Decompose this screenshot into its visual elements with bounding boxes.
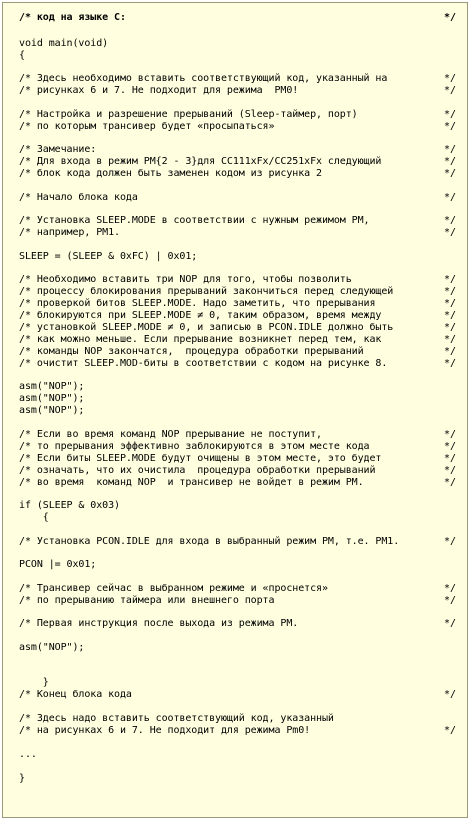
code-header-end: */	[444, 12, 457, 23]
code-line: /* Замечание:	[19, 144, 97, 155]
code-line: }	[19, 773, 25, 784]
comment-end: */	[444, 477, 457, 488]
code-line: /* процессу блокирования прерываний закончиться перед следующей	[19, 286, 394, 297]
code-line: /* установкой SLEEP.MODE ≠ 0, и записью в PCON.IDLE должно быть	[19, 322, 394, 333]
code-line: /* означать, что их очистила процедура обработки прерываний	[19, 465, 376, 476]
comment-end: */	[444, 215, 457, 226]
code-line: /* очистит SLEEP.MOD-биты в соответствии с кодом на рисунке 8.	[19, 358, 388, 369]
comment-end: */	[444, 156, 457, 167]
code-line: ...	[19, 749, 37, 760]
code-line: /* например, PM1.	[19, 227, 120, 238]
code-line: /* Настройка и разрешение прерываний (Sleep-таймер, порт)	[19, 109, 358, 120]
code-line: }	[19, 677, 49, 688]
code-line: /* блок кода должен быть заменен кодом из рисунка 2	[19, 168, 322, 179]
code-line: /* Необходимо вставить три NOP для того, чтобы позволить	[19, 274, 352, 285]
code-header-title: /* код на языке C:	[19, 12, 126, 23]
comment-end: */	[444, 109, 457, 120]
code-line: /* Установка SLEEP.MODE в соответствии с нужным режимом PM,	[19, 215, 370, 226]
comment-end: */	[444, 725, 457, 736]
code-line: {	[19, 50, 25, 61]
comment-end: */	[444, 274, 457, 285]
comment-end: */	[444, 85, 457, 96]
code-line: /* как можно меньше. Если прерывание возникнет перед тем, как	[19, 334, 382, 345]
comment-end: */	[444, 453, 457, 464]
code-line: {	[19, 512, 49, 523]
code-line: /* Начало блока кода	[19, 192, 138, 203]
comment-end: */	[444, 429, 457, 440]
comment-end: */	[444, 536, 457, 547]
comment-end: */	[444, 144, 457, 155]
comment-end: */	[444, 465, 457, 476]
comment-end: */	[444, 310, 457, 321]
code-line: /* то прерывания эффективно заблокируются в этом месте кода	[19, 441, 370, 452]
comment-end: */	[444, 298, 457, 309]
code-line: /* Для входа в режим PM{2 - 3}для CC111xFx/CC251xFx следующий	[19, 156, 382, 167]
comment-end: */	[444, 595, 457, 606]
code-line: void main(void)	[19, 38, 109, 49]
comment-end: */	[444, 441, 457, 452]
code-line: /* команды NOP закончатся, процедура обработки прерываний	[19, 346, 364, 357]
comment-end: */	[444, 192, 457, 203]
comment-end: */	[444, 73, 457, 84]
code-line: /* по прерыванию таймера или внешнего порта	[19, 595, 275, 606]
code-line: asm("NOP");	[19, 642, 85, 653]
code-line: SLEEP = (SLEEP & 0xFC) | 0x01;	[19, 251, 198, 262]
comment-end: */	[444, 322, 457, 333]
code-line: /* на рисунках 6 и 7. Не подходит для режима Pm0!	[19, 725, 311, 736]
code-line: /* проверкой битов SLEEP.MODE. Надо заметить, что прерывания	[19, 298, 376, 309]
comment-end: */	[444, 286, 457, 297]
code-line: /* Установка PCON.IDLE для входа в выбранный режим PM, т.е. PM1.	[19, 536, 400, 547]
code-line: /* по которым трансивер будет «просыпаться»	[19, 121, 275, 132]
code-line: /* во время команд NOP и трансивер не войдет в режим PM.	[19, 477, 364, 488]
comment-end: */	[444, 168, 457, 179]
code-line: asm("NOP");	[19, 381, 85, 392]
comment-end: */	[444, 689, 457, 700]
code-line: /* Первая инструкция после выхода из режима PM.	[19, 618, 299, 629]
comment-end: */	[444, 618, 457, 629]
code-line: /* Если биты SLEEP.MODE будут очищены в этом месте, это будет	[19, 453, 382, 464]
code-line: /* Здесь надо вставить соответствующий код, указанный	[19, 713, 334, 724]
comment-end: */	[444, 358, 457, 369]
comment-end: */	[444, 227, 457, 238]
code-line: /* блокируются при SLEEP.MODE ≠ 0, таким образом, время между	[19, 310, 382, 321]
comment-end: */	[444, 121, 457, 132]
code-line: PCON |= 0x01;	[19, 559, 97, 570]
code-line: /* Здесь необходимо вставить соответствующий код, указанный на	[19, 73, 388, 84]
code-line: /* Трансивер сейчас в выбранном режиме и «проснется»	[19, 583, 328, 594]
comment-end: */	[444, 583, 457, 594]
code-line: asm("NOP");	[19, 405, 85, 416]
code-line: /* рисунках 6 и 7. Не подходит для режима PM0!	[19, 85, 299, 96]
comment-end: */	[444, 334, 457, 345]
code-line: /* Конец блока кода	[19, 689, 132, 700]
code-line: asm("NOP");	[19, 393, 85, 404]
code-listing-panel	[2, 2, 468, 818]
comment-end: */	[444, 346, 457, 357]
code-line: if (SLEEP & 0x03)	[19, 500, 120, 511]
code-line: /* Если во время команд NOP прерывание не поступит,	[19, 429, 322, 440]
